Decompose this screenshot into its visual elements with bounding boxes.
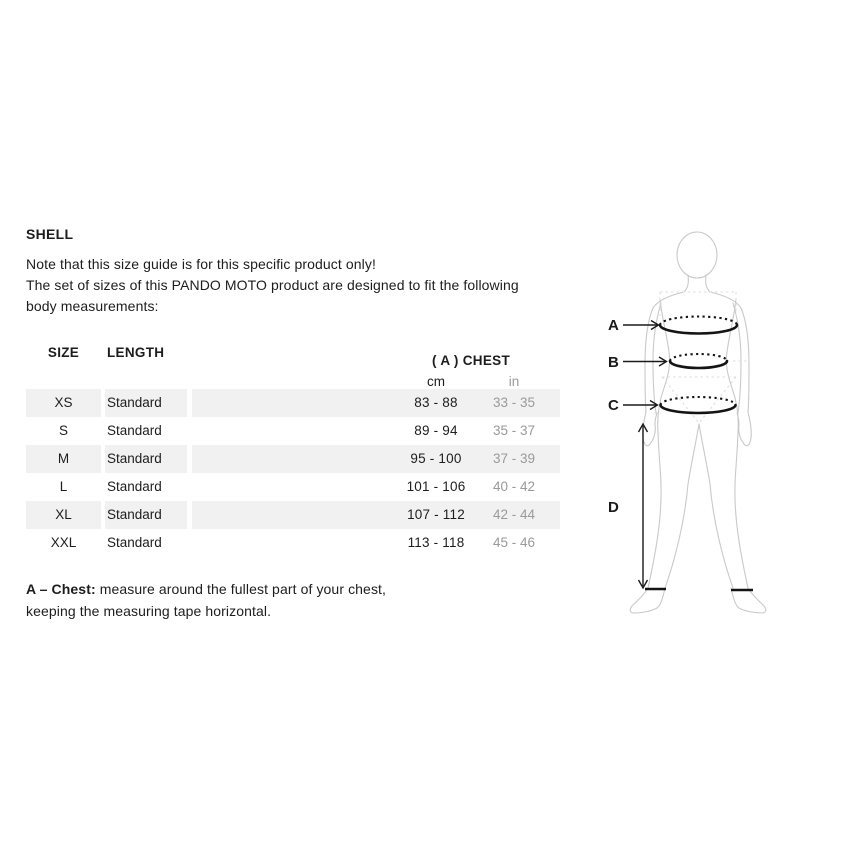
size-value: XL	[26, 501, 101, 529]
chest-cm-value: 95 - 100	[410, 451, 462, 466]
length-value: Standard	[105, 389, 187, 417]
chest-cm-value: 113 - 118	[407, 535, 465, 550]
table-row-s	[26, 417, 560, 445]
arrow-d	[639, 424, 648, 588]
chest-in-value: 37 - 39	[492, 451, 536, 466]
table-row-xxl	[26, 529, 560, 557]
note-line-2: keeping the measuring tape horizontal.	[26, 603, 272, 619]
unit-header-cm: cm	[427, 374, 445, 389]
note-label: A – Chest:	[26, 581, 96, 597]
body-outline	[630, 232, 765, 613]
column-header-chest: ( A ) CHEST	[431, 352, 511, 368]
chest-cm-value: 89 - 94	[414, 423, 458, 438]
size-value: XS	[26, 389, 101, 417]
chest-in-value: 42 - 44	[492, 507, 536, 522]
size-value: L	[59, 479, 68, 494]
size-table	[26, 344, 560, 557]
label-b: B	[608, 354, 619, 371]
size-guide-content	[26, 227, 560, 622]
intro-line-3: body measurements:	[26, 298, 159, 314]
note-line-1	[26, 578, 560, 600]
length-value: Standard	[105, 501, 187, 529]
chest-measure-line	[660, 317, 737, 334]
chest-in-value: 35 - 37	[492, 423, 536, 438]
chest-cm-value: 83 - 88	[414, 395, 458, 410]
table-header-row	[26, 344, 560, 368]
waist-measure-line	[670, 354, 727, 368]
chest-cm-value: 107 - 112	[407, 507, 465, 522]
body-measurement-figure	[600, 220, 800, 620]
length-value: Standard	[105, 445, 187, 473]
length-value: Standard	[107, 479, 162, 494]
intro-line-1: Note that this size guide is for this specific product only!	[26, 256, 376, 272]
arrow-a	[623, 321, 659, 330]
label-d: D	[608, 499, 619, 516]
intro-line-2: The set of sizes of this PANDO MOTO product are designed to fit the following	[26, 277, 519, 293]
note-text: measure around the fullest part of your chest,	[95, 581, 387, 597]
column-header-size: SIZE	[47, 345, 80, 360]
table-row-xl	[26, 501, 560, 529]
chest-in-value: 45 - 46	[492, 535, 536, 550]
length-value: Standard	[107, 423, 162, 438]
arrow-c	[623, 401, 658, 410]
length-value: Standard	[107, 535, 162, 550]
unit-header-in: in	[508, 374, 520, 389]
chest-in-value: 40 - 42	[492, 479, 536, 494]
hip-measure-line	[661, 397, 736, 413]
label-c: C	[608, 397, 619, 414]
table-row-xs	[26, 389, 560, 417]
table-row-m	[26, 445, 560, 473]
section-heading: SHELL	[26, 226, 74, 242]
label-a: A	[608, 317, 619, 334]
chest-in-value: 33 - 35	[492, 395, 536, 410]
chest-cm-value: 101 - 106	[406, 479, 466, 494]
size-value: M	[26, 445, 101, 473]
table-row-l	[26, 473, 560, 501]
body-figure-svg	[600, 220, 800, 620]
table-body	[26, 389, 560, 557]
intro-text	[26, 254, 560, 317]
size-value: S	[58, 423, 68, 438]
column-header-length: LENGTH	[107, 345, 165, 360]
measurement-note	[26, 578, 560, 622]
size-value: XXL	[50, 535, 77, 550]
